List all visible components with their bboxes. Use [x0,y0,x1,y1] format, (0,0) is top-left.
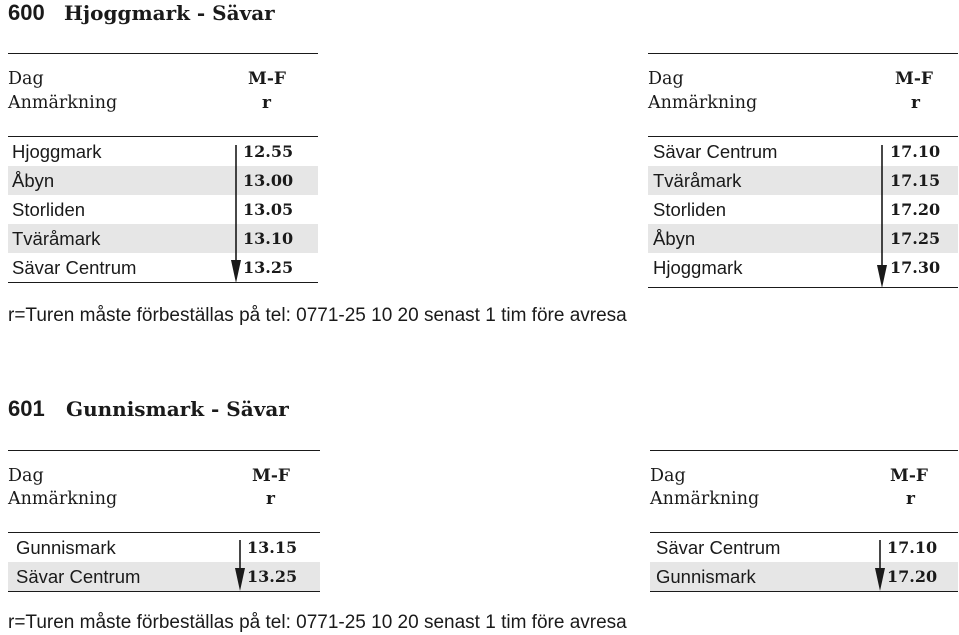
stop-name: Gunnismark [656,566,756,587]
departure-time: 17.15 [890,171,941,190]
note-value: r [266,489,275,509]
timetable-return [650,450,958,592]
stop-name: Åbyn [653,228,696,249]
note-value: r [262,93,271,113]
stop-name: Tväråmark [12,228,101,249]
route-number: 601 [8,396,45,421]
day-value: M-F [890,466,928,486]
stop-list [8,533,320,592]
note-value: r [911,93,920,113]
stop-row [648,166,958,195]
timetable-header [650,450,958,533]
stop-row [650,562,958,591]
departure-time: 13.25 [247,567,298,586]
day-value: M-F [895,69,933,89]
direction-arrow-icon [230,145,242,283]
route-name: Hjoggmark - Sävar [64,1,275,25]
stop-row [8,195,318,224]
stop-row [8,562,320,591]
stop-row [648,137,958,166]
departure-time: 17.30 [890,258,941,277]
stop-row [648,224,958,253]
stop-name: Hjoggmark [12,141,102,162]
stop-name: Sävar Centrum [656,537,781,558]
day-value: M-F [252,466,290,486]
stop-name: Gunnismark [16,537,116,558]
stop-row [8,166,318,195]
stop-name: Storliden [12,199,86,220]
stop-row [8,137,318,166]
departure-time: 17.10 [887,538,938,557]
departure-time: 17.25 [890,229,941,248]
stop-list [648,137,958,288]
stop-row [8,533,320,562]
stop-row [648,195,958,224]
stop-name: Storliden [653,199,727,220]
timetable-outbound [8,53,318,283]
direction-arrow-icon [874,540,886,591]
route-name: Gunnismark - Sävar [66,397,289,421]
direction-arrow-icon [876,145,888,288]
note-label: Anmärkning [8,93,118,113]
departure-time: 13.25 [243,258,294,277]
stop-list [650,533,958,592]
note-label: Anmärkning [650,489,760,509]
stop-name: Åbyn [12,170,55,191]
stop-row [650,533,958,562]
timetable-header [648,53,958,137]
departure-time: 12.55 [243,142,294,161]
day-label: Dag [8,466,44,486]
note-label: Anmärkning [648,93,758,113]
timetable-header [8,53,318,137]
stop-row [648,253,958,282]
departure-time: 17.20 [887,567,938,586]
note-label: Anmärkning [8,489,118,509]
route-title [0,0,959,26]
departure-time: 17.10 [890,142,941,161]
departure-time: 13.15 [247,538,298,557]
stop-list [8,137,318,283]
departure-time: 13.05 [243,200,294,219]
timetable-header [8,450,320,533]
departure-time: 17.20 [890,200,941,219]
departure-time: 13.10 [243,229,294,248]
stop-name: Sävar Centrum [16,566,141,587]
stop-name: Sävar Centrum [653,141,778,162]
note-value: r [906,489,915,509]
day-value: M-F [248,69,286,89]
timetable-return [648,53,958,288]
timetable-outbound [8,450,320,592]
departure-time: 13.00 [243,171,294,190]
route-title [0,396,959,422]
stop-name: Hjoggmark [653,257,743,278]
footnote: r=Turen måste förbeställas på tel: 0771-25 10 20 senast 1 tim före avresa [8,612,627,633]
stop-row [8,224,318,253]
day-label: Dag [648,69,684,89]
day-label: Dag [650,466,686,486]
stop-name: Tväråmark [653,170,742,191]
day-label: Dag [8,69,44,89]
stop-name: Sävar Centrum [12,257,137,278]
route-number: 600 [8,0,45,25]
direction-arrow-icon [234,540,246,591]
stop-row [8,253,318,282]
footnote: r=Turen måste förbeställas på tel: 0771-25 10 20 senast 1 tim före avresa [8,305,627,326]
